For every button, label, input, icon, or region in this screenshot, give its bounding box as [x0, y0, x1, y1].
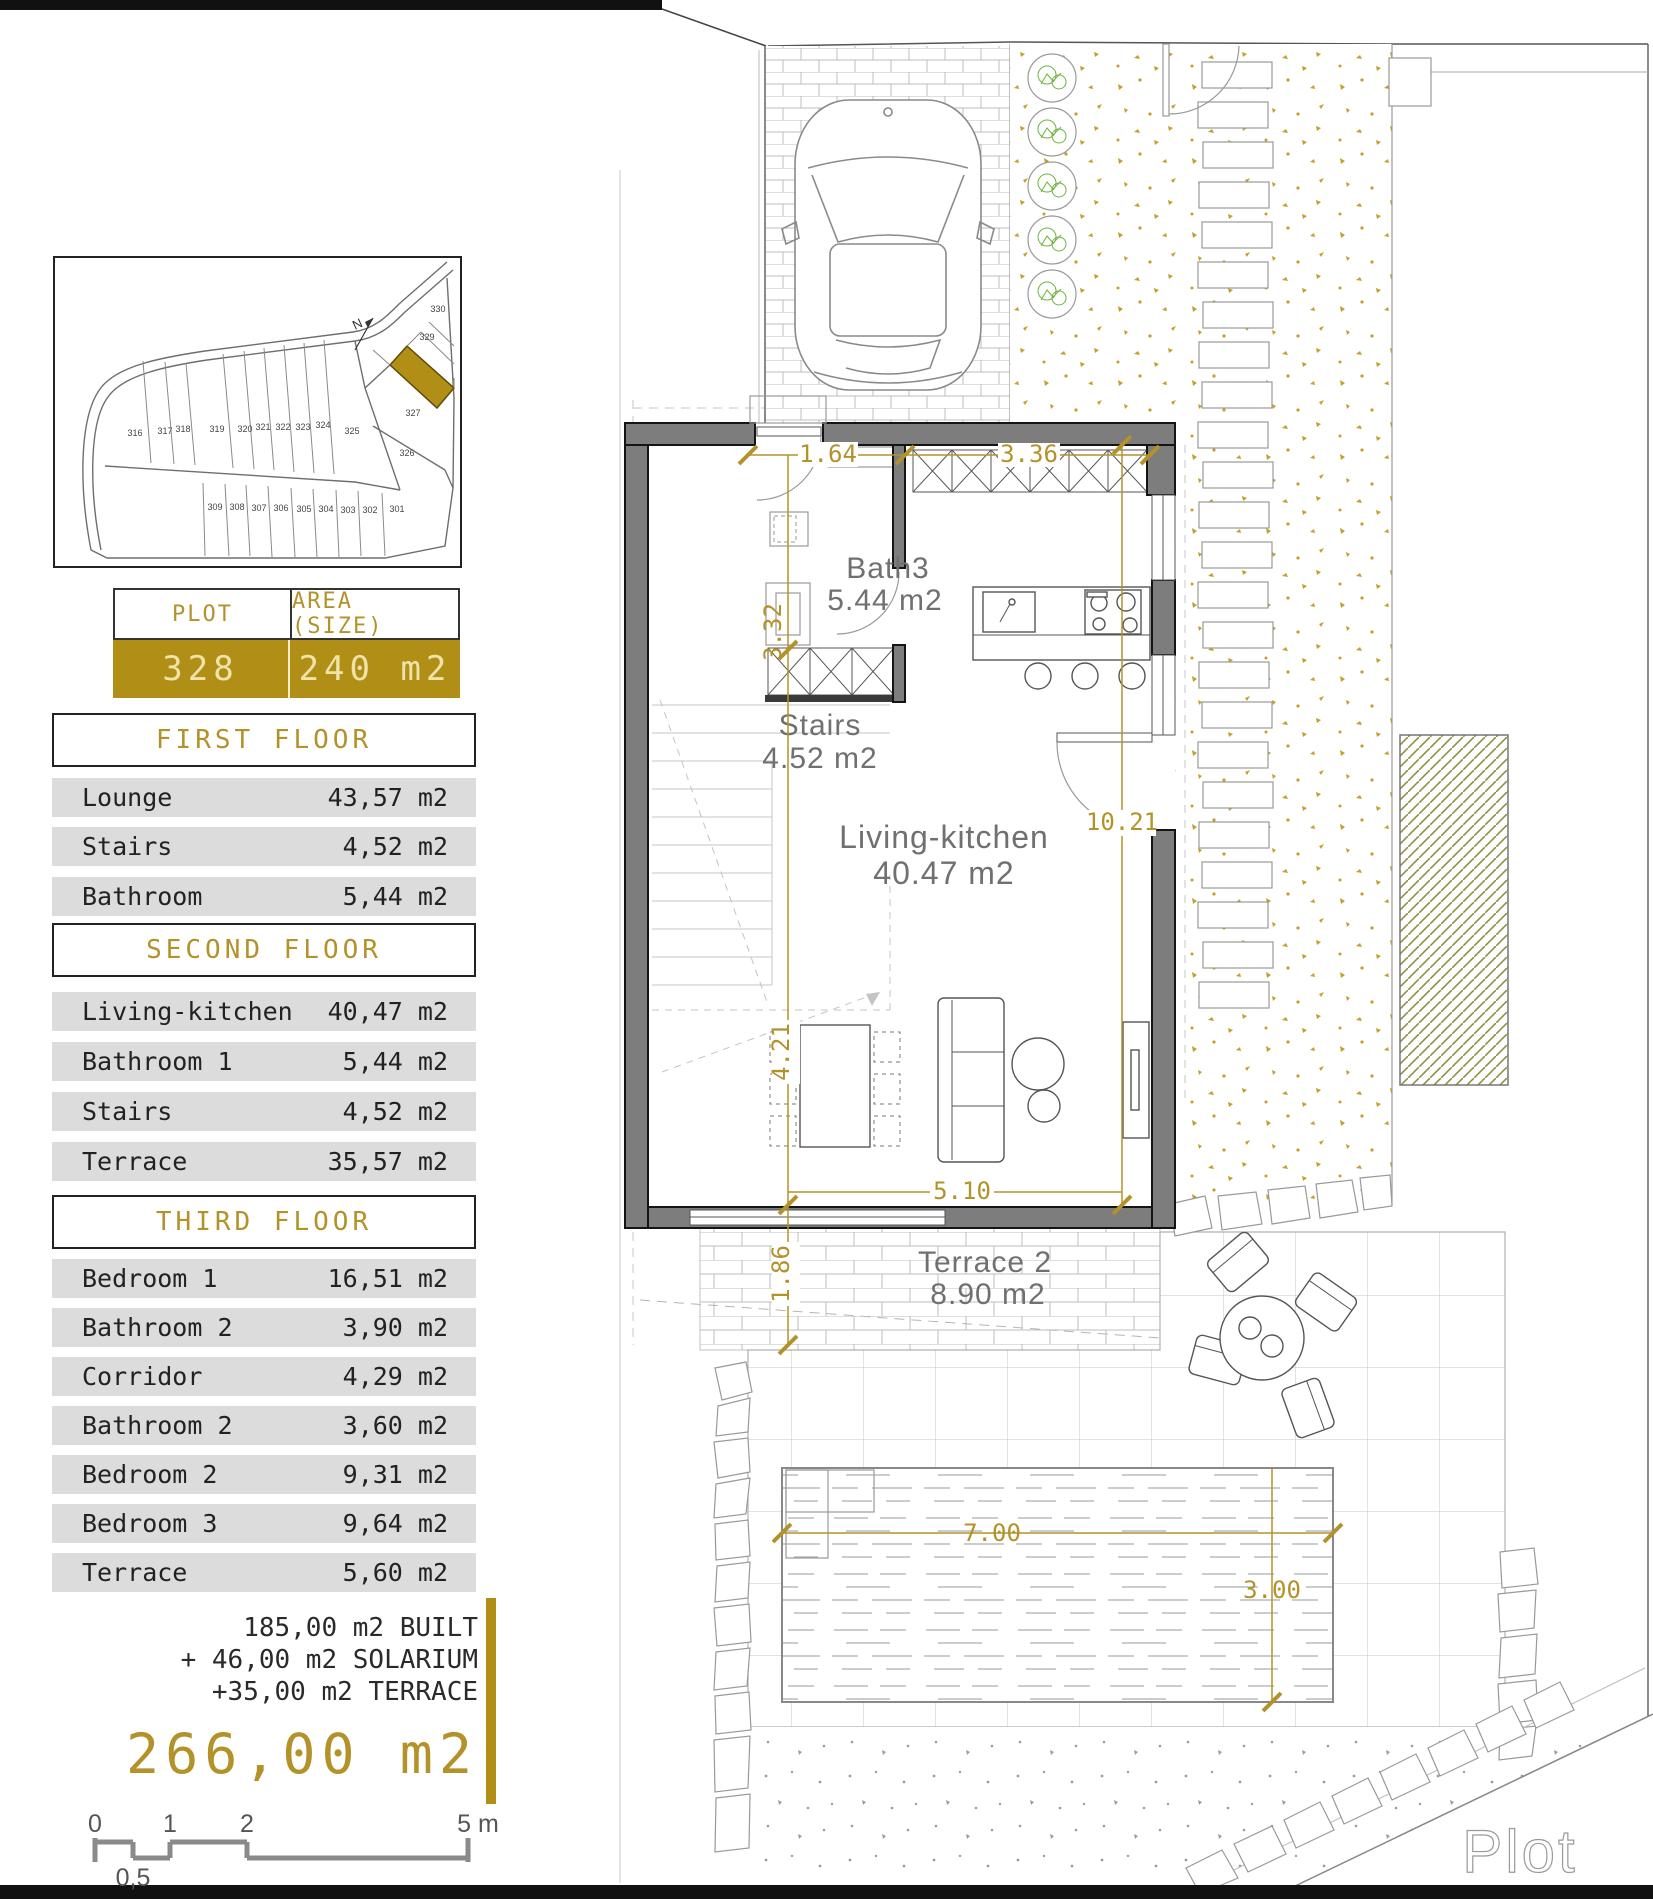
room-area: 4,52 m2: [342, 1097, 448, 1126]
dim-1-86: 1.86: [767, 1245, 795, 1303]
room-area: 5,44 m2: [342, 882, 448, 911]
room-name: Bedroom 2: [82, 1460, 218, 1489]
total-area: 266,00 m2: [125, 1722, 478, 1786]
dim-4-21: 4.21: [767, 1023, 795, 1081]
table-row: [52, 1092, 476, 1131]
dim-1-64: 1.64: [799, 440, 857, 468]
svg-text:321: 321: [255, 422, 271, 432]
summary-accent-bar: [486, 1598, 496, 1804]
room-name: Stairs: [82, 1097, 173, 1126]
room-name: Corridor: [82, 1362, 203, 1391]
living-label: Living-kitchen: [839, 819, 1049, 855]
living-area-label: 40.47 m2: [873, 855, 1015, 891]
stool-icon: [1119, 663, 1145, 689]
scale-0: 0: [88, 1810, 102, 1838]
svg-text:305: 305: [296, 504, 312, 514]
car-icon: [782, 100, 994, 390]
svg-text:329: 329: [419, 332, 435, 342]
dim-10-21: 10.21: [1085, 808, 1159, 836]
svg-text:317: 317: [157, 426, 173, 436]
table-row: [52, 1406, 476, 1445]
table-row: [52, 1042, 476, 1081]
plot-number: 328: [162, 649, 239, 689]
table-row: [52, 1455, 476, 1494]
terrace2-area-label: 8.90 m2: [930, 1278, 1046, 1311]
room-name: Bedroom 1: [82, 1264, 218, 1293]
house: [625, 396, 1175, 1311]
dim-5-10: 5.10: [933, 1177, 991, 1205]
room-area: 35,57 m2: [327, 1147, 448, 1176]
svg-text:318: 318: [175, 424, 191, 434]
svg-text:322: 322: [275, 422, 291, 432]
entry-door: [757, 427, 821, 436]
built-summary: [52, 1612, 478, 1708]
dim-7-00: 7.00: [963, 1519, 1021, 1547]
svg-text:308: 308: [229, 502, 245, 512]
room-name: Bathroom: [82, 882, 203, 911]
room-name: Terrace: [82, 1558, 188, 1587]
table-row: [52, 992, 476, 1031]
room-name: Living-kitchen: [82, 997, 293, 1026]
room-name: Stairs: [82, 832, 173, 861]
room-area: 9,64 m2: [342, 1509, 448, 1538]
scale-05: 0,5: [115, 1864, 151, 1892]
dim-3-36: 3.36: [1000, 440, 1058, 468]
room-name: Lounge: [82, 783, 173, 812]
plot-table-header: [113, 588, 460, 640]
table-row: [52, 1357, 476, 1396]
svg-text:324: 324: [315, 420, 331, 430]
table-row: [52, 1553, 476, 1592]
wardrobe-edge: [765, 695, 905, 702]
bath3-area-label: 5.44 m2: [827, 584, 943, 617]
hatched-area: [1400, 735, 1508, 1085]
room-name: Bathroom 2: [82, 1313, 233, 1342]
plot-area-table: [113, 588, 460, 698]
room-area: 40,47 m2: [327, 997, 448, 1026]
site-plan-inset: [53, 256, 462, 568]
svg-text:302: 302: [362, 505, 378, 515]
svg-text:326: 326: [399, 448, 415, 458]
floor-header-third: THIRD FLOOR: [52, 1195, 476, 1249]
room-area: 5,60 m2: [342, 1558, 448, 1587]
svg-text:301: 301: [389, 504, 405, 514]
tree-icons: [1028, 54, 1076, 318]
svg-text:307: 307: [251, 503, 267, 513]
floor-header-second: SECOND FLOOR: [52, 923, 476, 977]
stool-icon: [1025, 663, 1051, 689]
side-table-icon: [1012, 1038, 1064, 1090]
room-area: 4,52 m2: [342, 832, 448, 861]
svg-text:327: 327: [405, 408, 421, 418]
room-name: Terrace: [82, 1147, 188, 1176]
svg-text:323: 323: [295, 422, 311, 432]
scale-5m: 5 m: [457, 1810, 499, 1838]
plot-area-value: 240 m2: [298, 649, 452, 689]
table-row: [52, 1259, 476, 1298]
room-name: Bathroom 2: [82, 1411, 233, 1440]
room-area: 4,29 m2: [342, 1362, 448, 1391]
tv-cabinet: [1123, 1022, 1149, 1138]
svg-text:N: N: [349, 315, 365, 333]
table-row: [52, 1142, 476, 1181]
room-area: 43,57 m2: [327, 783, 448, 812]
dim-3-32: 3.32: [759, 603, 787, 661]
room-name: Bathroom 1: [82, 1047, 233, 1076]
table-row: [52, 877, 476, 916]
stone-path-left: [714, 1362, 752, 1852]
plot-table-values: [113, 640, 460, 698]
summary-line: +35,00 m2 TERRACE: [211, 1677, 478, 1707]
svg-text:319: 319: [209, 424, 225, 434]
floor-header-first: FIRST FLOOR: [52, 713, 476, 767]
svg-text:309: 309: [207, 502, 223, 512]
terrace2-label: Terrace 2: [917, 1246, 1053, 1279]
dim-3-00: 3.00: [1243, 1576, 1301, 1604]
svg-text:330: 330: [430, 304, 446, 314]
stool-icon: [1072, 663, 1098, 689]
svg-text:304: 304: [318, 504, 334, 514]
svg-text:303: 303: [340, 505, 356, 515]
sofa: [938, 998, 1004, 1162]
stairs-area-label: 4.52 m2: [762, 742, 878, 775]
room-area: 5,44 m2: [342, 1047, 448, 1076]
bath3-label: Bath3: [846, 552, 930, 585]
boundary-notch: [1389, 58, 1431, 106]
summary-line: + 46,00 m2 SOLARIUM: [180, 1645, 478, 1675]
room-area: 3,60 m2: [342, 1411, 448, 1440]
stairs-label: Stairs: [778, 709, 862, 742]
room-name: Bedroom 3: [82, 1509, 218, 1538]
svg-text:316: 316: [127, 428, 143, 438]
table-row: [52, 1308, 476, 1347]
svg-text:325: 325: [344, 426, 360, 436]
table-row: [52, 827, 476, 866]
garden-door: [1057, 733, 1152, 742]
plot-watermark: Plot: [1462, 1818, 1578, 1885]
scale-bar: [78, 1808, 508, 1892]
table-row: [52, 1504, 476, 1543]
table-row: [52, 778, 476, 817]
top-black-bar: [0, 0, 662, 10]
sink-icon: [983, 592, 1035, 632]
scale-1: 1: [163, 1810, 177, 1838]
terrace2-paving: [640, 1228, 1160, 1350]
svg-text:306: 306: [273, 503, 289, 513]
plot-header-label: PLOT: [172, 601, 233, 627]
scale-bar-shape: [95, 1838, 468, 1862]
svg-text:320: 320: [237, 424, 253, 434]
site-plan-svg: [55, 258, 456, 562]
summary-line: 185,00 m2 BUILT: [243, 1613, 478, 1643]
room-area: 16,51 m2: [327, 1264, 448, 1293]
room-area: 3,90 m2: [342, 1313, 448, 1342]
area-header-label: AREA (SIZE): [292, 589, 384, 639]
scale-2: 2: [240, 1810, 254, 1838]
room-area: 9,31 m2: [342, 1460, 448, 1489]
